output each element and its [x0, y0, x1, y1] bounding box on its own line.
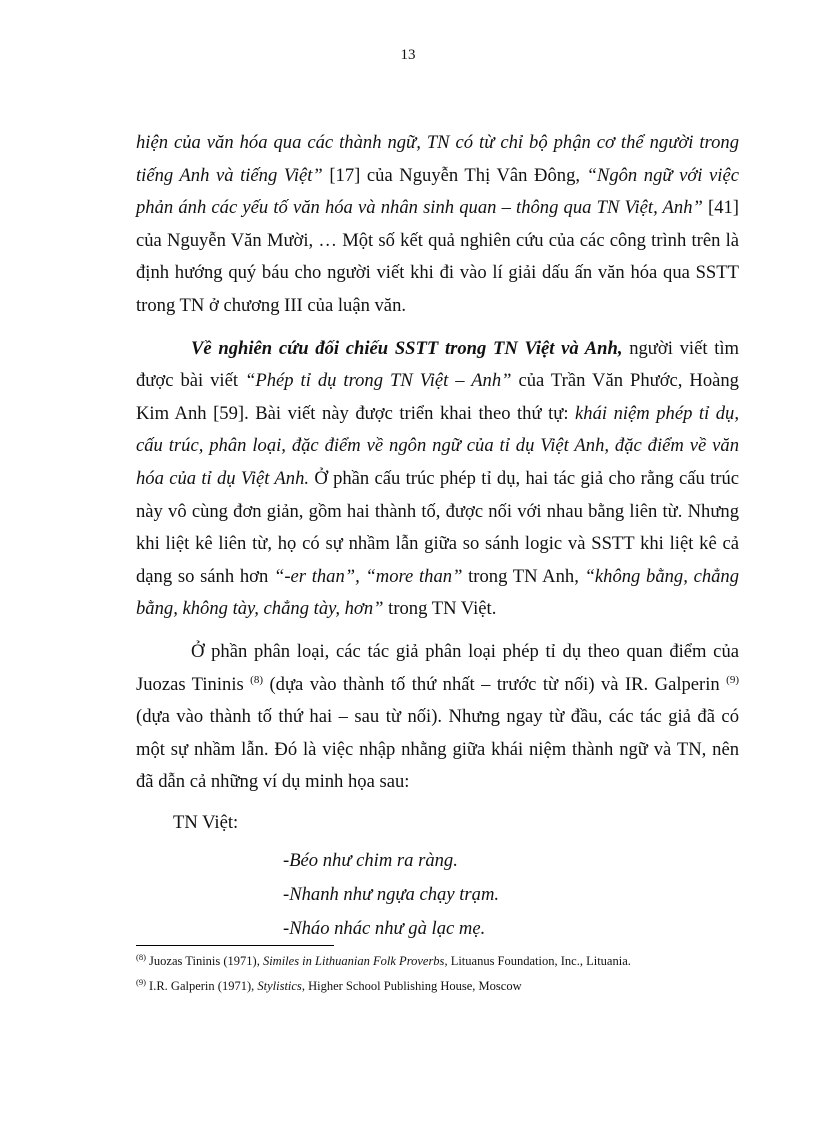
footnotes — [136, 953, 776, 1003]
example-item: -Nháo nhác như gà lạc mẹ. — [283, 918, 486, 940]
paragraph-text: [41] của Nguyễn Văn Mười, … Một số kết quả nghiên cứu của các công trình trên là định hướng quý báu cho người viết khi đi vào lí giải dấu ấn văn hóa qua SSTT trong TN ở chương III của luận văn. — [136, 197, 739, 316]
example-label: TN Việt: — [173, 811, 239, 833]
cited-title-2: “Ngôn ngữ với việc phản ánh các yếu tố văn hóa và nhân sinh quan – thông qua TN Việt, Anh” — [136, 164, 739, 219]
example-item: -Béo như chim ra ràng. — [283, 850, 458, 872]
example-item: -Nhanh như ngựa chạy trạm. — [283, 884, 500, 906]
paragraph-1 — [136, 127, 739, 323]
paragraph-3: Ở phần phân loại, các tác giả phân loại phép tỉ dụ theo quan điểm của Juozas Tininis $^{(8)}$ (dựa vào thành tố thứ nhất – trước từ nối) và IR. Galperin $^{(9)}$ (dựa vào thành tố thứ hai – sau từ nối). Nhưng ngay từ đầu, các tác giả đã có một sự nhầm lẫn. Đó là việc nhập nhằng giữa khái niệm thành ngữ và TN, nên đã dẫn cả những ví dụ minh họa sau: — [136, 640, 739, 793]
cited-title-1: hiện của văn hóa qua các thành ngữ, TN có từ chỉ bộ phận cơ thể người trong tiếng Anh và tiếng Việt” — [136, 132, 739, 186]
article-outline: khái niệm phép tỉ dụ, cấu trúc, phân loại, đặc điểm về ngôn ngữ của tỉ dụ Việt Anh, đặc điểm về văn hóa của tỉ dụ Việt Anh. — [136, 402, 739, 489]
section-lead: Về nghiên cứu đối chiếu SSTT trong TN Việt và Anh, — [191, 337, 623, 359]
vietnamese-connectors: “không bằng, chẳng bằng, không tày, chẳng tày, hơn” — [136, 565, 740, 620]
page-number: 13 — [400, 47, 416, 63]
paragraph-2: Về nghiên cứu đối chiếu SSTT trong TN Việt và Anh, người viết tìm được bài viết “Phép tỉ dụ trong TN Việt – Anh” của Trần Văn Phước, Hoàng Kim Anh [59]. Bài viết này được triển khai theo thứ tự: khái niệm phép tỉ dụ, cấu trúc, phân loại, đặc điểm về ngôn ngữ của tỉ dụ Việt Anh, đặc điểm về văn hóa của tỉ dụ Việt Anh. Ở phần cấu trúc phép tỉ dụ, hai tác giả cho rằng cấu trúc này vô cùng đơn giản, gồm hai thành tố, được nối với nhau bằng liên từ. Nhưng khi liệt kê liên từ, họ có sự nhầm lẫn giữa so sánh logic và SSTT khi liệt kê cả dạng so sánh hơn “-er than”, “more than” trong TN Anh, “không bằng, chẳng bằng, không tày, chẳng tày, hơn” trong TN Việt. — [136, 337, 740, 620]
footnote-8: $^{(8)}$ Juozas Tininis (1971), Similes in Lithuanian Folk Proverbs, Lituanus Foundation, Inc., Lituania. — [136, 952, 631, 968]
cited-article-title: “Phép tỉ dụ trong TN Việt – Anh” — [245, 370, 512, 392]
example-list — [136, 845, 739, 947]
footnote-ref-8: (8) — [250, 673, 263, 686]
footnote-divider — [136, 945, 334, 946]
footnote-ref-9: (9) — [726, 673, 739, 686]
citation-text: [17] của Nguyễn Thị Vân Đông, — [322, 164, 587, 186]
footnote-9: $^{(9)}$ I.R. Galperin (1971), Stylistics, Higher School Publishing House, Moscow — [136, 977, 522, 993]
body-text — [136, 127, 739, 947]
english-connectors: “-er than”, “more than” — [273, 565, 463, 587]
